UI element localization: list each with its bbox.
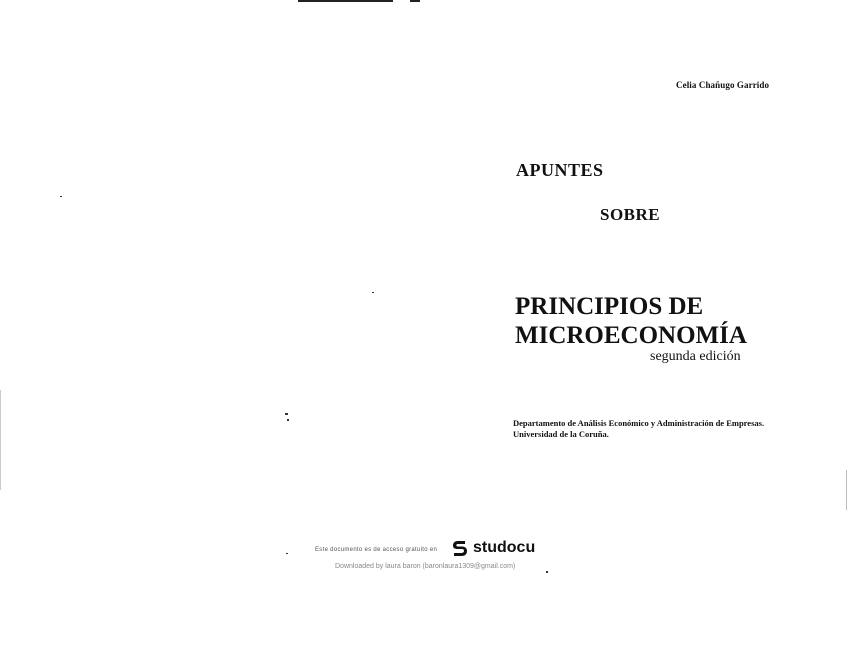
- scan-mark-line: [298, 0, 393, 2]
- scan-speck: [285, 413, 288, 415]
- download-notice: Downloaded by laura baron (baronlaura1309@gmail.com): [335, 563, 516, 570]
- scan-mark-line: [410, 0, 420, 2]
- heading-apuntes: APUNTES: [516, 160, 604, 180]
- author-name: Celia Chañugo Garrido: [676, 80, 770, 90]
- scan-speck: [372, 292, 374, 293]
- studocu-brand-text: studocu: [473, 539, 536, 556]
- department-name: Departamento de Análisis Económico y Administración de Empresas.: [513, 418, 765, 428]
- university-name: Universidad de la Coruña.: [513, 429, 609, 439]
- scan-edge: [846, 470, 847, 510]
- scan-speck: [60, 196, 62, 197]
- studocu-logo-icon: [450, 538, 470, 558]
- scan-edge: [0, 390, 1, 490]
- scan-speck: [546, 571, 548, 573]
- heading-sobre: SOBRE: [600, 205, 661, 224]
- title-line-2: MICROECONOMÍA: [515, 322, 747, 349]
- scan-speck: [287, 419, 289, 421]
- title-line-1: PRINCIPIOS DE: [515, 293, 704, 320]
- scan-speck: [286, 553, 288, 554]
- studocu-logo[interactable]: [450, 538, 535, 558]
- shared-notice: Este documento es de acceso gratuito en: [315, 547, 438, 553]
- edition-label: segunda edición: [650, 349, 741, 364]
